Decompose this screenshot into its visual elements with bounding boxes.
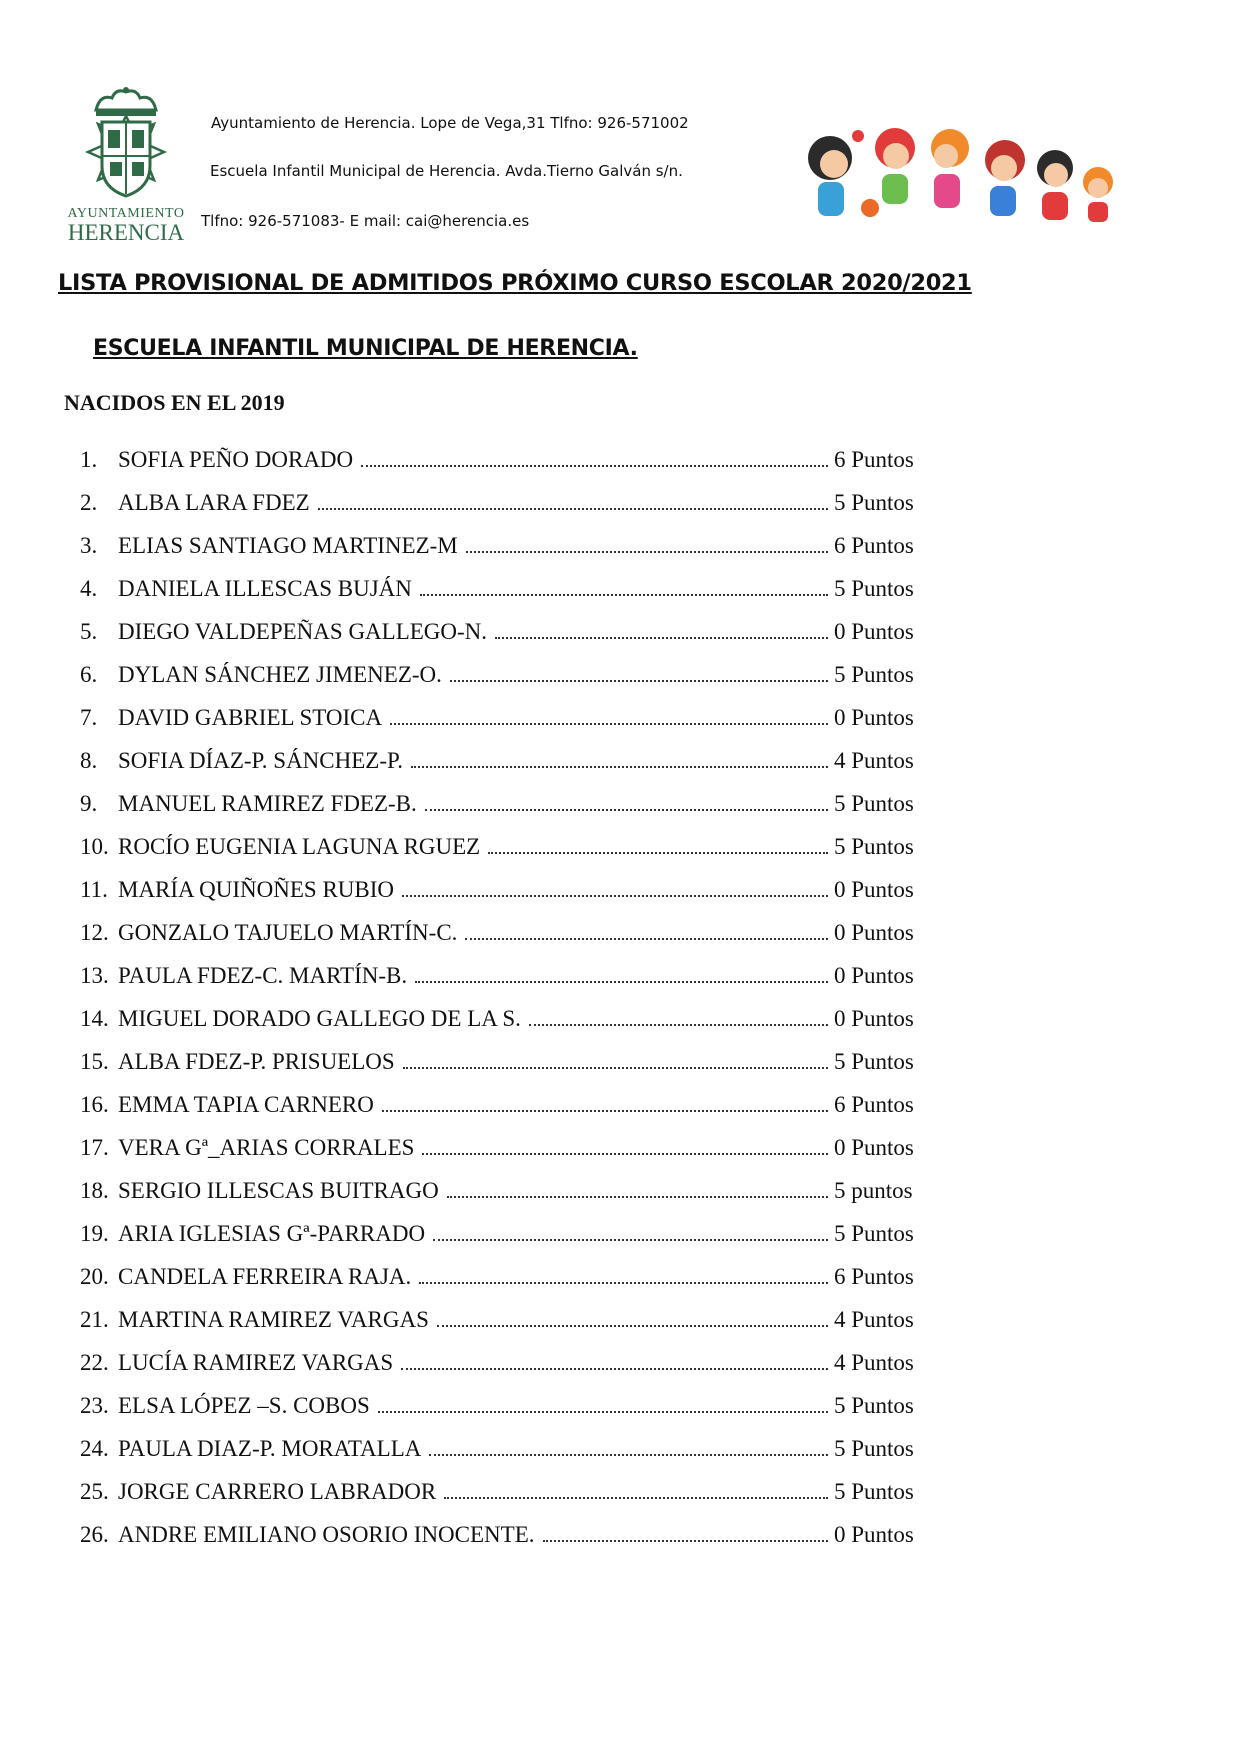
list-item — [80, 567, 940, 610]
list-item — [80, 1169, 940, 1212]
list-item — [80, 1513, 940, 1556]
points-value: 5 puntos — [834, 1178, 913, 1203]
list-item — [80, 954, 940, 997]
list-item — [80, 997, 940, 1040]
dot-leader — [411, 766, 828, 768]
list-item — [80, 696, 940, 739]
list-item — [80, 653, 940, 696]
list-item — [80, 610, 940, 653]
item-number: 12. — [80, 920, 109, 945]
dot-leader — [403, 1067, 828, 1069]
item-number: 20. — [80, 1264, 109, 1289]
points-value: 5 Puntos — [834, 576, 914, 601]
list-item — [80, 1298, 940, 1341]
item-number: 8. — [80, 748, 98, 773]
item-number: 6. — [80, 662, 98, 687]
child-name: CANDELA FERREIRA RAJA. — [118, 1264, 412, 1289]
item-number: 9. — [80, 791, 98, 816]
child-name: MARÍA QUIÑOÑES RUBIO — [118, 877, 395, 902]
points-value: 0 Puntos — [834, 1522, 914, 1547]
item-number: 7. — [80, 705, 98, 730]
dot-leader — [318, 508, 828, 510]
child-name: ARIA IGLESIAS Gª-PARRADO — [118, 1221, 426, 1246]
child-name: SOFIA DÍAZ-P. SÁNCHEZ-P. — [118, 748, 403, 773]
child-name: SOFIA PEÑO DORADO — [118, 447, 354, 472]
list-item — [80, 1212, 940, 1255]
points-value: 4 Puntos — [834, 748, 914, 773]
points-value: 5 Puntos — [834, 1479, 914, 1504]
child-name: ROCÍO EUGENIA LAGUNA RGUEZ — [118, 834, 481, 859]
item-number: 14. — [80, 1006, 109, 1031]
child-name: ELSA LÓPEZ –S. COBOS — [118, 1393, 370, 1418]
child-name: GONZALO TAJUELO MARTÍN-C. — [118, 920, 458, 945]
points-value: 5 Puntos — [834, 490, 914, 515]
item-number: 26. — [80, 1522, 109, 1547]
dot-leader — [465, 938, 828, 940]
item-number: 18. — [80, 1178, 109, 1203]
list-item — [80, 782, 940, 825]
section-heading: NACIDOS EN EL 2019 — [64, 390, 285, 415]
dot-leader — [420, 594, 828, 596]
list-item — [80, 911, 940, 954]
points-value: 6 Puntos — [834, 1092, 914, 1117]
list-item — [80, 1427, 940, 1470]
item-number: 15. — [80, 1049, 109, 1074]
list-item — [80, 1470, 940, 1513]
item-number: 22. — [80, 1350, 109, 1375]
child-name: SERGIO ILLESCAS BUITRAGO — [118, 1178, 439, 1203]
dot-leader — [433, 1239, 828, 1241]
child-name: ANDRE EMILIANO OSORIO INOCENTE. — [118, 1522, 535, 1547]
item-number: 11. — [80, 877, 108, 902]
child-name: MARTINA RAMIREZ VARGAS — [118, 1307, 429, 1332]
list-item — [80, 825, 940, 868]
dot-leader — [422, 1153, 828, 1155]
points-value: 6 Puntos — [834, 447, 914, 472]
points-value: 0 Puntos — [834, 920, 914, 945]
item-number: 17. — [80, 1135, 109, 1160]
list-item — [80, 1384, 940, 1427]
points-value: 4 Puntos — [834, 1307, 914, 1332]
child-name: JORGE CARRERO LABRADOR — [118, 1479, 437, 1504]
child-name: ALBA LARA FDEZ — [118, 490, 310, 515]
child-name: PAULA DIAZ-P. MORATALLA — [118, 1436, 422, 1461]
item-number: 25. — [80, 1479, 109, 1504]
points-value: 5 Puntos — [834, 662, 914, 687]
points-value: 5 Puntos — [834, 791, 914, 816]
points-value: 0 Puntos — [834, 1135, 914, 1160]
dot-leader — [529, 1024, 828, 1026]
crest-label-top: AYUNTAMIENTO — [67, 206, 185, 221]
school-subtitle: ESCUELA INFANTIL MUNICIPAL DE HERENCIA. — [93, 336, 638, 361]
child-name: MIGUEL DORADO GALLEGO DE LA S. — [118, 1006, 521, 1031]
child-name: DANIELA ILLESCAS BUJÁN — [118, 576, 412, 601]
header-address-line: Ayuntamiento de Herencia. Lope de Vega,31 Tlfno: 926-571002 — [211, 114, 689, 132]
points-value: 5 Puntos — [834, 1049, 914, 1074]
points-value: 0 Puntos — [834, 705, 914, 730]
dot-leader — [419, 1282, 828, 1284]
item-number: 3. — [80, 533, 98, 558]
list-item — [80, 524, 940, 567]
child-name: PAULA FDEZ-C. MARTÍN-B. — [118, 963, 408, 988]
item-number: 4. — [80, 576, 98, 601]
points-value: 5 Puntos — [834, 1436, 914, 1461]
points-value: 0 Puntos — [834, 619, 914, 644]
points-value: 0 Puntos — [834, 877, 914, 902]
item-number: 1. — [80, 447, 98, 472]
dot-leader — [382, 1110, 828, 1112]
header-school-line: Escuela Infantil Municipal de Herencia. Avda.Tierno Galván s/n. — [210, 162, 683, 180]
item-number: 21. — [80, 1307, 109, 1332]
list-item — [80, 1083, 940, 1126]
list-item — [80, 1126, 940, 1169]
points-value: 4 Puntos — [834, 1350, 914, 1375]
dot-leader — [402, 895, 828, 897]
child-name: DYLAN SÁNCHEZ JIMENEZ-O. — [118, 662, 442, 687]
dot-leader — [390, 723, 828, 725]
dot-leader — [401, 1368, 828, 1370]
points-value: 6 Puntos — [834, 533, 914, 558]
admitted-list — [80, 438, 940, 1556]
child-name: DIEGO VALDEPEÑAS GALLEGO-N. — [118, 619, 488, 644]
dot-leader — [466, 551, 828, 553]
item-number: 13. — [80, 963, 109, 988]
item-number: 10. — [80, 834, 109, 859]
list-item — [80, 1255, 940, 1298]
child-name: ALBA FDEZ-P. PRISUELOS — [118, 1049, 395, 1074]
dot-leader — [415, 981, 828, 983]
list-item — [80, 481, 940, 524]
points-value: 5 Puntos — [834, 1221, 914, 1246]
child-name: ELIAS SANTIAGO MARTINEZ-M — [118, 533, 458, 558]
points-value: 5 Puntos — [834, 834, 914, 859]
item-number: 19. — [80, 1221, 109, 1246]
dot-leader — [378, 1411, 828, 1413]
points-value: 6 Puntos — [834, 1264, 914, 1289]
header-contact-line: Tlfno: 926-571083- E mail: cai@herencia.es — [201, 212, 530, 230]
points-value: 0 Puntos — [834, 1006, 914, 1031]
dot-leader — [444, 1497, 828, 1499]
item-number: 16. — [80, 1092, 109, 1117]
dot-leader — [429, 1454, 828, 1456]
list-item — [80, 739, 940, 782]
points-value: 5 Puntos — [834, 1393, 914, 1418]
points-value: 0 Puntos — [834, 963, 914, 988]
page-title: LISTA PROVISIONAL DE ADMITIDOS PRÓXIMO CURSO ESCOLAR 2020/2021 — [58, 270, 972, 296]
dot-leader — [543, 1540, 828, 1542]
item-number: 2. — [80, 490, 98, 515]
child-name: MANUEL RAMIREZ FDEZ-B. — [118, 791, 417, 816]
crest-label-bottom: HERENCIA — [67, 220, 185, 245]
dot-leader — [425, 809, 828, 811]
item-number: 23. — [80, 1393, 109, 1418]
list-item — [80, 438, 940, 481]
children-illustration — [800, 118, 1120, 228]
item-number: 5. — [80, 619, 98, 644]
dot-leader — [447, 1196, 828, 1198]
item-number: 24. — [80, 1436, 109, 1461]
child-name: LUCÍA RAMIREZ VARGAS — [118, 1350, 394, 1375]
list-item — [80, 1341, 940, 1384]
dot-leader — [488, 852, 828, 854]
child-name: EMMA TAPIA CARNERO — [118, 1092, 374, 1117]
dot-leader — [495, 637, 828, 639]
dot-leader — [437, 1325, 828, 1327]
list-item — [80, 868, 940, 911]
child-name: VERA Gª_ARIAS CORRALES — [118, 1135, 415, 1160]
dot-leader — [450, 680, 828, 682]
list-item — [80, 1040, 940, 1083]
dot-leader — [361, 465, 828, 467]
child-name: DAVID GABRIEL STOICA — [118, 705, 383, 730]
